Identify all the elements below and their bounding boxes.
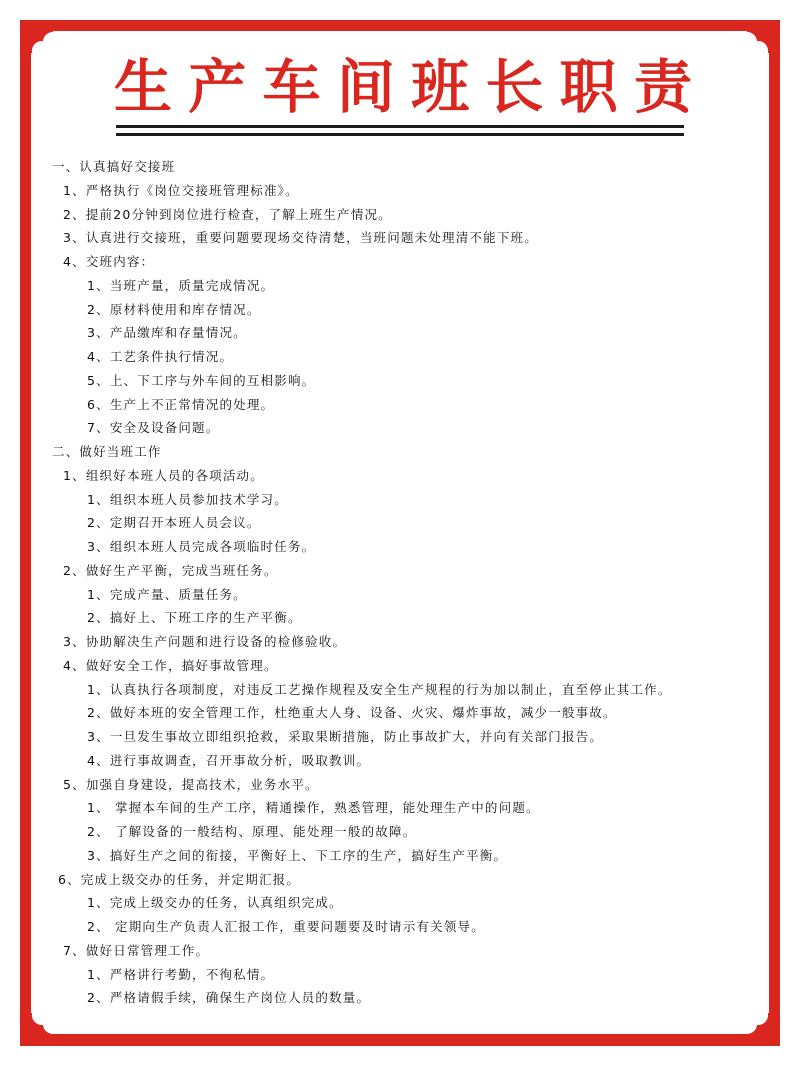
sub-list-item: 3、产品缴库和存量情况。: [87, 325, 247, 341]
sub-list-item: 1、认真执行各项制度，对违反工艺操作规程及安全生产规程的行为加以制止，直至停止其工作。: [87, 681, 672, 697]
title-char: 生: [113, 53, 172, 121]
sub-list-item: 5、上、下工序与外车间的互相影响。: [87, 372, 316, 388]
title-char: 长: [485, 53, 544, 121]
list-item: 6、完成上级交办的任务，并定期汇报。: [58, 871, 301, 887]
page-title: [113, 52, 693, 122]
sub-list-item: 6、生产上不正常情况的处理。: [87, 396, 275, 412]
corner-notch-bottom-left: [31, 1013, 53, 1035]
title-char: 职: [559, 53, 618, 121]
sub-list-item: 2、严格请假手续，确保生产岗位人员的数量。: [87, 990, 371, 1006]
sub-list-item: 2、定期召开本班人员会议。: [87, 515, 261, 531]
sub-list-item: 2、原材料使用和库存情况。: [87, 301, 261, 317]
section-heading: 一、认真搞好交接班: [52, 159, 176, 174]
list-item: 1、严格执行《岗位交接班管理标准》。: [63, 182, 299, 198]
sub-list-item: 1、完成产量、质量任务。: [87, 586, 247, 602]
sub-list-item: 2、搞好上、下班工序的生产平衡。: [87, 610, 302, 626]
list-item: 3、认真进行交接班，重要问题要现场交待清楚，当班问题未处理清不能下班。: [63, 230, 538, 246]
sub-list-item: 1、 掌握本车间的生产工序，精通操作，熟悉管理，能处理生产中的问题。: [87, 800, 540, 816]
title-char: 间: [336, 53, 395, 121]
corner-notch-top-left: [31, 31, 53, 53]
sub-list-item: 1、组织本班人员参加技术学习。: [87, 491, 288, 507]
list-item: 2、提前20分钟到岗位进行检查，了解上班生产情况。: [63, 206, 392, 222]
list-item: 7、做好日常管理工作。: [63, 942, 210, 958]
sub-list-item: 3、搞好生产之间的衔接，平衡好上、下工序的生产，搞好生产平衡。: [87, 847, 508, 863]
list-item: 2、做好生产平衡，完成当班任务。: [63, 562, 278, 578]
list-item: 4、做好安全工作，搞好事故管理。: [63, 657, 278, 673]
list-item: 1、组织好本班人员的各项活动。: [63, 467, 264, 483]
sub-list-item: 2、 定期向生产负责人汇报工作，重要问题要及时请示有关领导。: [87, 919, 485, 934]
title-underline-bottom: [116, 133, 684, 136]
list-item: 3、协助解决生产问题和进行设备的检修验收。: [63, 634, 347, 649]
sub-list-item: 1、完成上级交办的任务，认真组织完成。: [87, 895, 343, 911]
title-underline-top: [116, 125, 684, 128]
corner-notch-top-right: [747, 31, 769, 53]
sub-list-item: 1、严格讲行考勤，不徇私情。: [87, 966, 275, 982]
sub-list-item: 7、安全及设备问题。: [87, 420, 220, 436]
title-char: 责: [633, 53, 692, 121]
sub-list-item: 1、当班产量，质量完成情况。: [87, 277, 275, 293]
section-heading: 二、做好当班工作: [52, 444, 162, 459]
title-char: 班: [411, 53, 470, 121]
title-char: 产: [188, 53, 247, 121]
sub-list-item: 4、工艺条件执行情况。: [87, 349, 234, 364]
list-item: 5、加强自身建设，提高技术，业务水平。: [63, 776, 319, 792]
corner-notch-bottom-right: [747, 1013, 769, 1035]
sub-list-item: 3、组织本班人员完成各项临时任务。: [87, 539, 316, 554]
title-char: 车: [262, 53, 321, 121]
sub-list-item: 3、一旦发生事故立即组织抢救，采取果断措施，防止事故扩大，并向有关部门报告。: [87, 729, 604, 744]
sub-list-item: 4、进行事故调查，召开事故分析，吸取教训。: [87, 752, 371, 768]
list-item: 4、交班内容：: [63, 254, 155, 269]
sub-list-item: 2、做好本班的安全管理工作，杜绝重大人身、设备、火灾、爆炸事故，减少一般事故。: [87, 705, 617, 721]
sub-list-item: 2、 了解设备的一般结构、原理、能处理一般的故障。: [87, 824, 417, 839]
